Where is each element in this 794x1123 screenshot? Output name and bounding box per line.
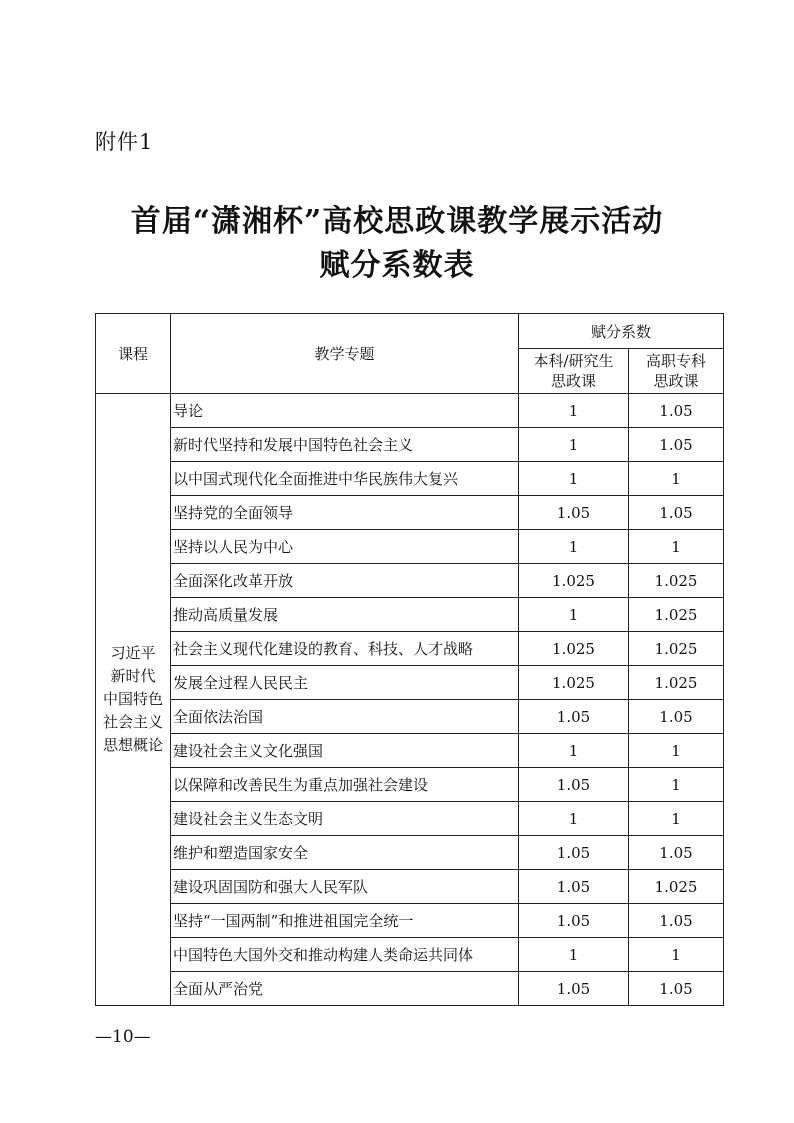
table-row xyxy=(96,972,724,1006)
header-vocational-line1: 高职专科 xyxy=(646,352,707,370)
undergrad-coefficient-cell: 1.05 xyxy=(519,768,629,802)
course-name-line: 中国特色 xyxy=(102,690,163,708)
vocational-coefficient-cell: 1 xyxy=(629,938,724,972)
course-name-cell xyxy=(96,394,171,1006)
topic-cell: 建设巩固国防和强大人民军队 xyxy=(171,870,519,904)
vocational-coefficient-cell: 1.05 xyxy=(629,904,724,938)
header-vocational xyxy=(629,349,724,394)
undergrad-coefficient-cell: 1.025 xyxy=(519,564,629,598)
undergrad-coefficient-cell: 1.05 xyxy=(519,904,629,938)
undergrad-coefficient-cell: 1.05 xyxy=(519,870,629,904)
undergrad-coefficient-cell: 1 xyxy=(519,802,629,836)
header-undergrad-line2: 思政课 xyxy=(550,372,596,390)
header-course: 课程 xyxy=(96,314,171,394)
table-row xyxy=(96,734,724,768)
undergrad-coefficient-cell: 1 xyxy=(519,394,629,428)
undergrad-coefficient-cell: 1 xyxy=(519,598,629,632)
vocational-coefficient-cell: 1.025 xyxy=(629,632,724,666)
topic-cell: 全面依法治国 xyxy=(171,700,519,734)
vocational-coefficient-cell: 1.025 xyxy=(629,564,724,598)
undergrad-coefficient-cell: 1.05 xyxy=(519,836,629,870)
undergrad-coefficient-cell: 1.05 xyxy=(519,972,629,1006)
topic-cell: 以保障和改善民生为重点加强社会建设 xyxy=(171,768,519,802)
header-undergrad xyxy=(519,349,629,394)
header-undergrad-line1: 本科/研究生 xyxy=(533,352,614,370)
table-row xyxy=(96,462,724,496)
vocational-coefficient-cell: 1.05 xyxy=(629,496,724,530)
undergrad-coefficient-cell: 1 xyxy=(519,428,629,462)
undergrad-coefficient-cell: 1 xyxy=(519,734,629,768)
table-row xyxy=(96,802,724,836)
topic-cell: 推动高质量发展 xyxy=(171,598,519,632)
vocational-coefficient-cell: 1 xyxy=(629,802,724,836)
table-row xyxy=(96,394,724,428)
table-row xyxy=(96,700,724,734)
attachment-label: 附件1 xyxy=(95,130,154,154)
topic-cell: 导论 xyxy=(171,394,519,428)
undergrad-coefficient-cell: 1.05 xyxy=(519,700,629,734)
topic-cell: 以中国式现代化全面推进中华民族伟大复兴 xyxy=(171,462,519,496)
undergrad-coefficient-cell: 1 xyxy=(519,530,629,564)
table-row xyxy=(96,938,724,972)
vocational-coefficient-cell: 1.025 xyxy=(629,666,724,700)
vocational-coefficient-cell: 1.05 xyxy=(629,700,724,734)
course-name-line: 社会主义 xyxy=(102,713,163,731)
topic-cell: 建设社会主义生态文明 xyxy=(171,802,519,836)
topic-cell: 社会主义现代化建设的教育、科技、人才战略 xyxy=(171,632,519,666)
vocational-coefficient-cell: 1.05 xyxy=(629,836,724,870)
page-number: —10— xyxy=(95,1027,151,1047)
topic-cell: 全面从严治党 xyxy=(171,972,519,1006)
undergrad-coefficient-cell: 1.05 xyxy=(519,496,629,530)
vocational-coefficient-cell: 1 xyxy=(629,462,724,496)
vocational-coefficient-cell: 1 xyxy=(629,734,724,768)
header-topic: 教学专题 xyxy=(171,314,519,394)
undergrad-coefficient-cell: 1.025 xyxy=(519,632,629,666)
vocational-coefficient-cell: 1.025 xyxy=(629,870,724,904)
topic-cell: 坚持党的全面领导 xyxy=(171,496,519,530)
topic-cell: 中国特色大国外交和推动构建人类命运共同体 xyxy=(171,938,519,972)
course-name-line: 思想概论 xyxy=(102,736,163,754)
table-row xyxy=(96,564,724,598)
topic-cell: 维护和塑造国家安全 xyxy=(171,836,519,870)
vocational-coefficient-cell: 1 xyxy=(629,768,724,802)
table-row xyxy=(96,530,724,564)
document-subtitle: 赋分系数表 xyxy=(319,248,475,283)
document-title: 首届“潇湘杯”高校思政课教学展示活动 xyxy=(130,204,664,239)
undergrad-coefficient-cell: 1 xyxy=(519,938,629,972)
topic-cell: 新时代坚持和发展中国特色社会主义 xyxy=(171,428,519,462)
topic-cell: 发展全过程人民民主 xyxy=(171,666,519,700)
topic-cell: 建设社会主义文化强国 xyxy=(171,734,519,768)
vocational-coefficient-cell: 1 xyxy=(629,530,724,564)
course-name-line: 新时代 xyxy=(110,667,156,685)
vocational-coefficient-cell: 1.025 xyxy=(629,598,724,632)
table-row xyxy=(96,836,724,870)
table-row xyxy=(96,666,724,700)
table-row xyxy=(96,598,724,632)
table-row xyxy=(96,870,724,904)
undergrad-coefficient-cell: 1 xyxy=(519,462,629,496)
vocational-coefficient-cell: 1.05 xyxy=(629,428,724,462)
coefficient-table xyxy=(95,313,724,1006)
topic-cell: 全面深化改革开放 xyxy=(171,564,519,598)
header-coefficient: 赋分系数 xyxy=(519,314,724,349)
header-vocational-line2: 思政课 xyxy=(653,372,699,390)
table-row xyxy=(96,632,724,666)
table-row xyxy=(96,428,724,462)
course-name-line: 习近平 xyxy=(110,644,156,662)
topic-cell: 坚持以人民为中心 xyxy=(171,530,519,564)
vocational-coefficient-cell: 1.05 xyxy=(629,394,724,428)
vocational-coefficient-cell: 1.05 xyxy=(629,972,724,1006)
topic-cell: 坚持“一国两制”和推进祖国完全统一 xyxy=(171,904,519,938)
undergrad-coefficient-cell: 1.025 xyxy=(519,666,629,700)
table-row xyxy=(96,496,724,530)
table-row xyxy=(96,904,724,938)
table-row xyxy=(96,768,724,802)
